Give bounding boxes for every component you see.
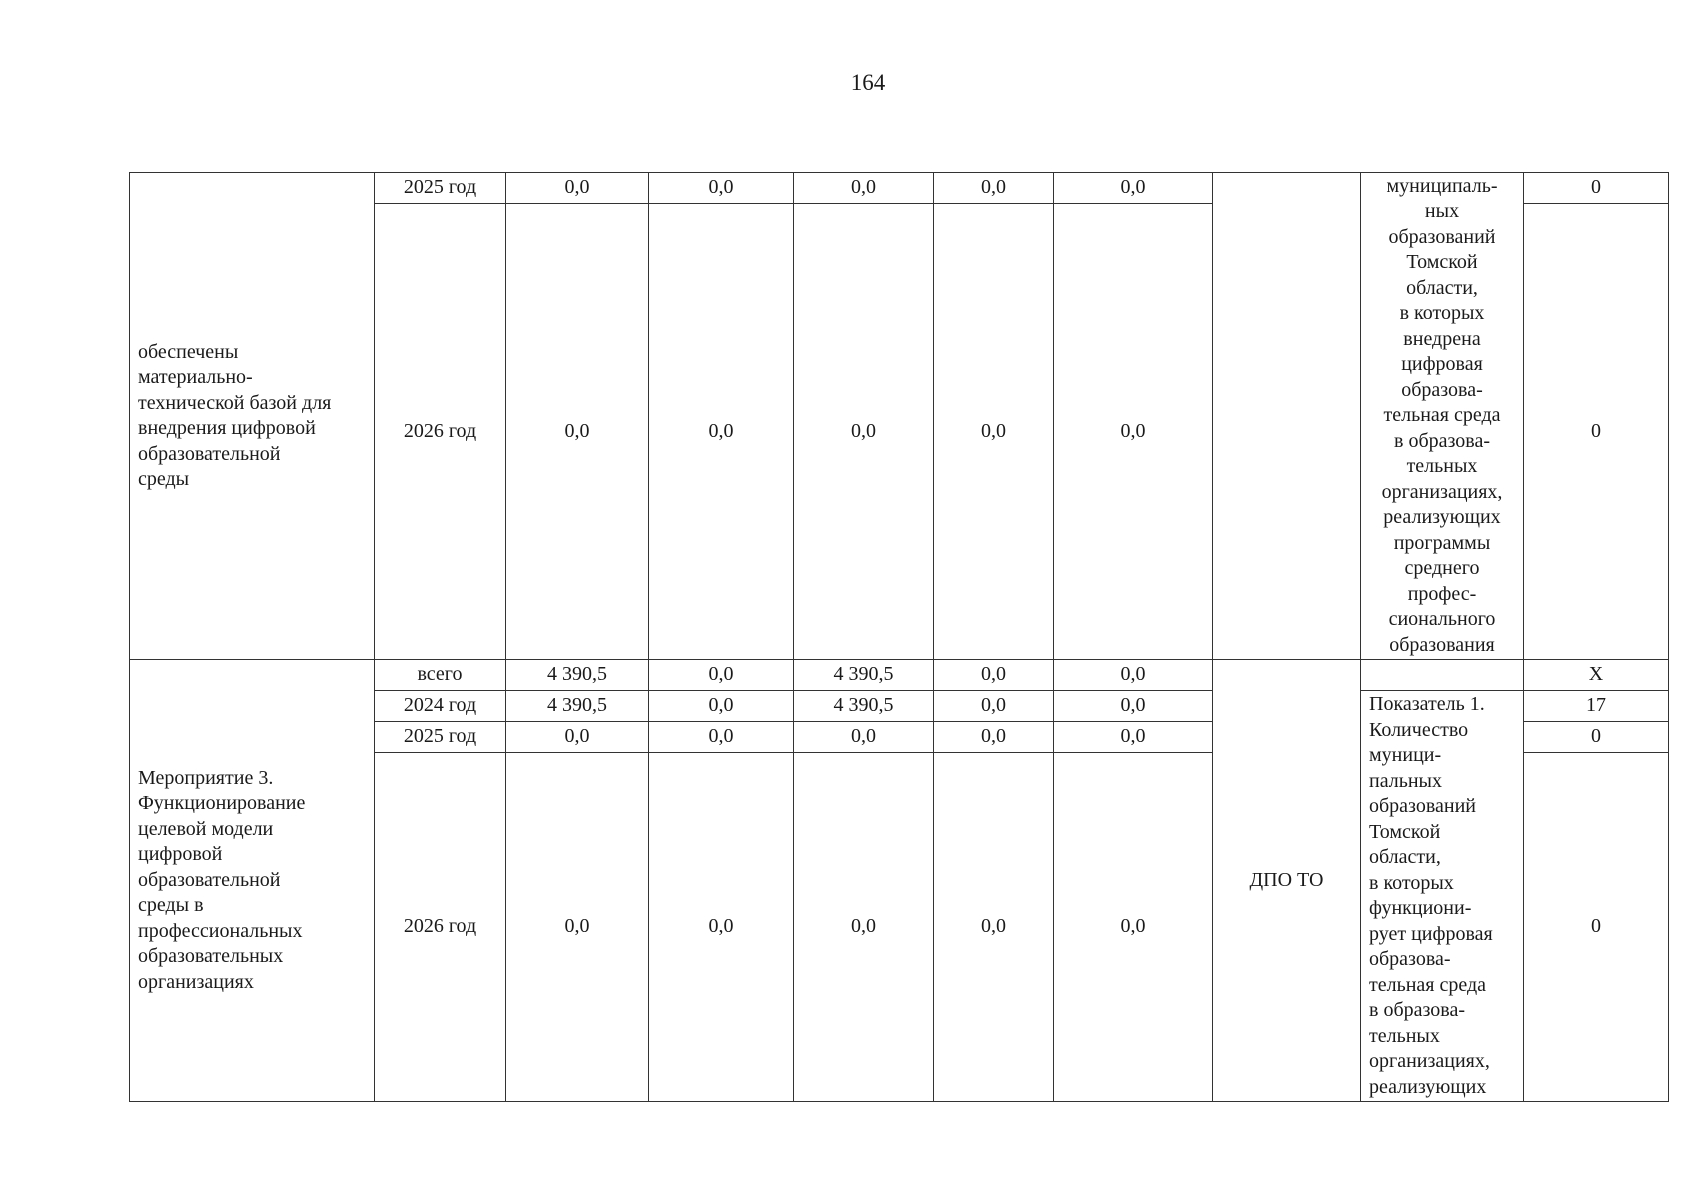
target-cell: X: [1524, 660, 1669, 691]
text-line: тельных: [1369, 1024, 1440, 1047]
text-line: тельная среда: [1383, 404, 1501, 427]
value-cell: 0,0: [934, 753, 1054, 1102]
text-line: образовательной: [138, 442, 281, 465]
value-cell: 4 390,5: [794, 691, 934, 722]
text-line: пальных: [1369, 769, 1442, 792]
value-cell: 0,0: [1054, 722, 1213, 753]
text-line: Функционирование: [138, 792, 306, 815]
value-cell: 4 390,5: [506, 660, 649, 691]
text-line: в которых: [1399, 302, 1485, 325]
value-cell: 0,0: [1054, 691, 1213, 722]
executor-cell: [1213, 173, 1361, 660]
table-row: [130, 173, 1669, 204]
target-cell: 0: [1524, 722, 1669, 753]
text-line: среднего: [1404, 557, 1480, 580]
table-row: [130, 660, 1669, 691]
value-cell: 0,0: [506, 173, 649, 204]
text-line: материально-: [138, 366, 253, 388]
year-cell: 2025 год: [375, 722, 506, 753]
indicator-cell: [1361, 173, 1524, 660]
year-cell: 2026 год: [375, 204, 506, 660]
text-line: Показатель 1.: [1369, 693, 1485, 715]
text-line: области,: [1369, 846, 1441, 868]
text-line: образований: [1369, 795, 1477, 817]
text-line: функциони-: [1369, 897, 1472, 919]
text-line: в которых: [1369, 871, 1454, 894]
value-cell: 0,0: [934, 660, 1054, 691]
target-cell: 0: [1524, 204, 1669, 660]
text-line: среды в: [138, 894, 204, 917]
executor-cell: ДПО ТО: [1213, 660, 1361, 1102]
value-cell: 0,0: [794, 722, 934, 753]
value-cell: 0,0: [649, 722, 794, 753]
value-cell: 0,0: [934, 691, 1054, 722]
text-line: программы: [1393, 531, 1491, 554]
text-line: технической базой для: [138, 391, 332, 414]
text-line: муниципаль-: [1386, 174, 1498, 197]
text-line: организациях,: [1381, 480, 1503, 503]
text-line: цифровая: [1401, 353, 1483, 376]
text-line: цифровой: [138, 843, 223, 866]
text-line: муници-: [1369, 744, 1442, 766]
text-line: профессиональных: [138, 919, 303, 942]
value-cell: 0,0: [649, 660, 794, 691]
value-cell: 0,0: [506, 753, 649, 1102]
text-line: образова-: [1401, 378, 1483, 401]
text-line: Мероприятие 3.: [138, 766, 274, 789]
text-line: Томской: [1406, 251, 1478, 274]
value-cell: 0,0: [649, 173, 794, 204]
text-line: в образова-: [1369, 999, 1465, 1021]
value-cell: 4 390,5: [794, 660, 934, 691]
target-cell: 0: [1524, 753, 1669, 1102]
value-cell: 0,0: [934, 173, 1054, 204]
text-line: внедрения цифровой: [138, 417, 316, 439]
value-cell: 0,0: [934, 722, 1054, 753]
year-cell: всего: [375, 660, 506, 691]
text-line: образова-: [1369, 948, 1451, 970]
target-cell: 0: [1524, 173, 1669, 204]
text-line: реализующих: [1369, 1075, 1487, 1098]
year-cell: 2026 год: [375, 753, 506, 1102]
value-cell: 0,0: [649, 204, 794, 660]
text-line: внедрена: [1403, 327, 1481, 350]
text-line: тельная среда: [1369, 973, 1487, 996]
year-cell: 2025 год: [375, 173, 506, 204]
text-line: образовательных: [138, 945, 284, 968]
value-cell: 0,0: [1054, 660, 1213, 691]
text-line: организациях: [138, 970, 254, 993]
activity-description: [130, 660, 375, 1102]
value-cell: 0,0: [1054, 204, 1213, 660]
text-line: профес-: [1407, 582, 1477, 605]
text-line: сионального: [1388, 608, 1496, 631]
value-cell: 0,0: [1054, 753, 1213, 1102]
text-line: реализующих: [1383, 506, 1501, 529]
text-line: образований: [1388, 225, 1496, 248]
value-cell: 0,0: [1054, 173, 1213, 204]
text-line: в образова-: [1394, 429, 1490, 452]
text-line: тельных: [1406, 455, 1478, 478]
text-line: целевой модели: [138, 817, 274, 840]
value-cell: 0,0: [649, 753, 794, 1102]
activity-description: [130, 173, 375, 660]
value-cell: 0,0: [506, 722, 649, 753]
indicator-cell: [1361, 691, 1524, 1102]
budget-table: [129, 172, 1669, 1102]
value-cell: 0,0: [649, 691, 794, 722]
text-line: образования: [1389, 633, 1495, 656]
year-cell: 2024 год: [375, 691, 506, 722]
text-line: обеспечены: [138, 340, 239, 363]
value-cell: 0,0: [794, 753, 934, 1102]
target-cell: 17: [1524, 691, 1669, 722]
text-line: образовательной: [138, 868, 281, 891]
value-cell: 0,0: [506, 204, 649, 660]
text-line: Томской: [1369, 820, 1441, 843]
text-line: Количество: [1369, 718, 1469, 741]
page-number: 164: [850, 70, 886, 95]
indicator-cell: [1361, 660, 1524, 691]
value-cell: 0,0: [794, 173, 934, 204]
value-cell: 0,0: [794, 204, 934, 660]
text-line: ных: [1424, 200, 1460, 223]
text-line: области,: [1406, 276, 1478, 299]
text-line: среды: [138, 468, 190, 490]
value-cell: 0,0: [934, 204, 1054, 660]
text-line: организациях,: [1369, 1050, 1490, 1072]
text-line: рует цифровая: [1369, 922, 1493, 945]
value-cell: 4 390,5: [506, 691, 649, 722]
